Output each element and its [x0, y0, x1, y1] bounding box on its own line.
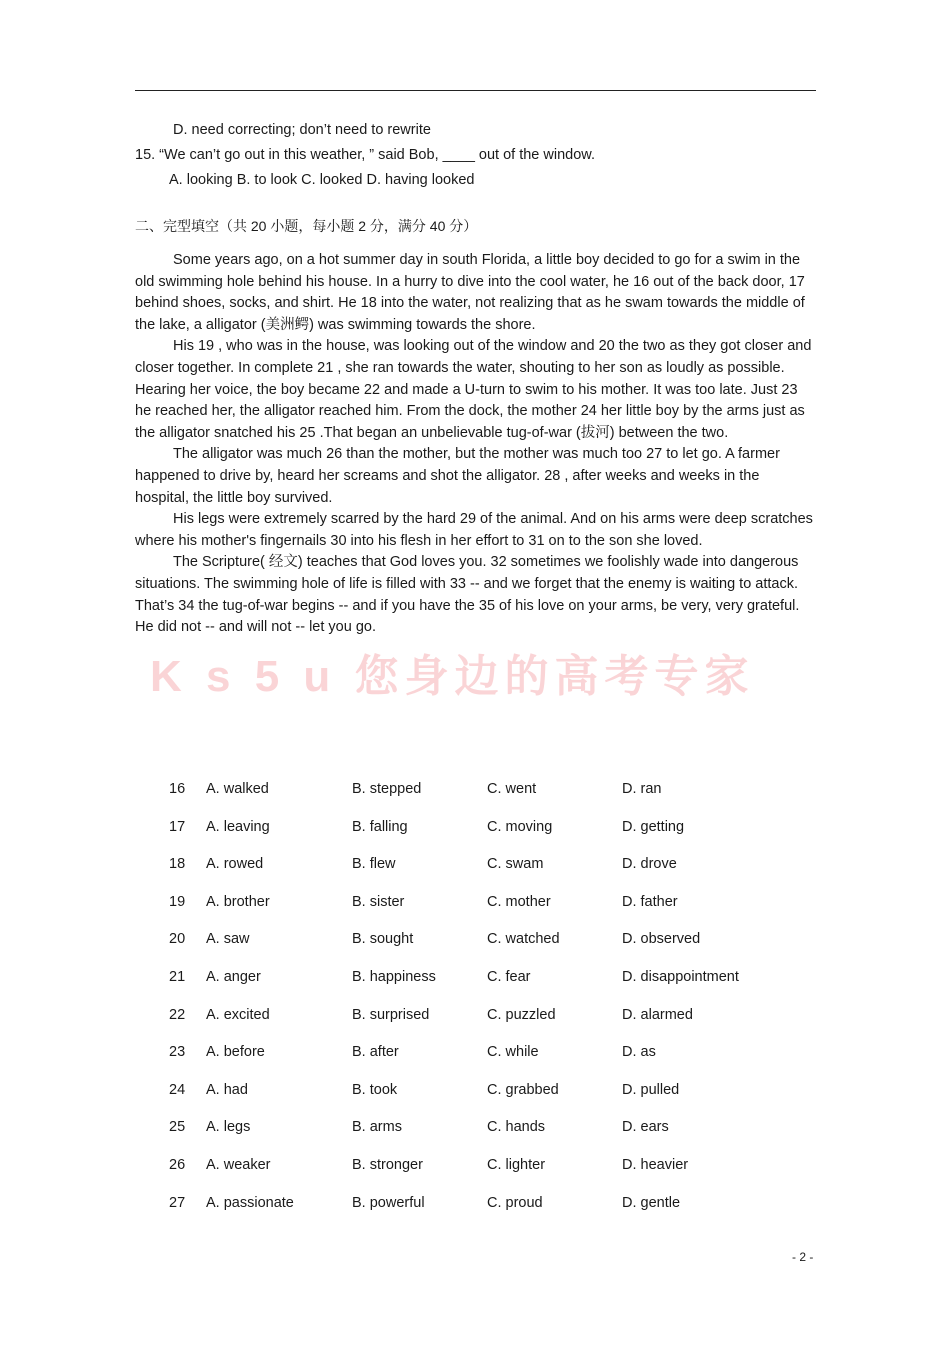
option-d: D. heavier — [622, 1156, 689, 1173]
question-number: 22 — [169, 1006, 186, 1023]
passage-paragraph: The alligator was much 26 than the mother, but the mother was much too 27 to let go. A farmer happened to drive by, heard her screams and shot the alligator. 28 , after weeks and weeks in the hospital, the little boy survived. — [135, 446, 780, 506]
option-d: D. alarmed — [622, 1006, 693, 1023]
question-number: 17 — [169, 818, 186, 835]
option-c: C. watched — [487, 931, 560, 948]
question-number: 18 — [169, 856, 186, 873]
option-d: D. pulled — [622, 1081, 680, 1098]
option-c: C. went — [487, 781, 537, 797]
option-d: D. ears — [622, 1119, 669, 1136]
option-a: A. anger — [206, 968, 261, 985]
option-b: B. stronger — [352, 1156, 423, 1173]
q14-option-d: D. need correcting; don’t need to rewrite — [173, 122, 431, 138]
q15-stem: 15. “We can’t go out in this weather, ” said Bob, ____ out of the window. — [135, 147, 595, 163]
option-c: C. fear — [487, 968, 531, 985]
option-a: A. passionate — [206, 1194, 294, 1211]
option-c: C. grabbed — [487, 1081, 559, 1098]
question-number: 21 — [169, 968, 186, 985]
option-b: B. falling — [352, 818, 408, 835]
q15-options: A. looking B. to look C. looked D. having looked — [169, 172, 475, 188]
option-b: B. happiness — [352, 968, 436, 985]
option-d: D. as — [622, 1044, 656, 1061]
option-c: C. mother — [487, 893, 551, 910]
option-a: A. rowed — [206, 856, 264, 873]
option-a: A. had — [206, 1081, 248, 1098]
option-b: B. sought — [352, 931, 414, 948]
question-number: 23 — [169, 1044, 186, 1061]
option-b: B. surprised — [352, 1006, 430, 1023]
passage-closing-line: He did not -- and will not -- let you go. — [135, 619, 376, 636]
option-c: C. swam — [487, 856, 544, 873]
passage-paragraph: His 19 , who was in the house, was looking out of the window and 20 the two as they got closer and closer together. In complete 21 , she ran towards the water, shouting to her son as loudly as possible. Hearing her voice, the boy became 22 and made a U-turn to swim to his mother. It was too late. Just 23 he reached her, the alligator reached him. From the dock, the mother 24 her little boy by the arms just as the alligator snatched his 25 .That began an unbelievable tug-of-war (拔河) between the two. — [135, 338, 812, 441]
option-d: D. ran — [622, 781, 662, 797]
option-b: B. flew — [352, 856, 396, 873]
option-d: D. disappointment — [622, 968, 739, 985]
option-b: B. took — [352, 1081, 398, 1098]
option-c: C. moving — [487, 818, 553, 835]
option-b: B. arms — [352, 1119, 402, 1136]
option-d: D. gentle — [622, 1194, 681, 1211]
option-a: A. brother — [206, 893, 270, 910]
option-a: A. weaker — [206, 1156, 271, 1173]
cloze-passage — [135, 250, 813, 639]
question-number: 27 — [169, 1194, 186, 1211]
option-d: D. father — [622, 893, 678, 910]
option-c: C. lighter — [487, 1156, 546, 1173]
passage-paragraph: The Scripture( 经文) teaches that God loves you. 32 sometimes we foolishly wade into dangerous situations. The swimming hole of life is filled with 33 -- and we forget that the enemy is waiting to attack. That’s 34 the tug-of-war begins -- and if you have the 35 of his love on your arms, be very, very grateful. — [135, 554, 800, 614]
question-number: 25 — [169, 1119, 186, 1136]
option-b: B. sister — [352, 893, 405, 910]
option-c: C. while — [487, 1044, 539, 1061]
question-number: 20 — [169, 931, 186, 948]
option-b: B. after — [352, 1044, 399, 1061]
question-number: 16 — [169, 781, 186, 797]
option-a: A. excited — [206, 1006, 270, 1023]
watermark: K s 5 u 您身边的高考专家 — [150, 652, 755, 701]
option-a: A. walked — [206, 781, 269, 797]
option-c: C. proud — [487, 1194, 543, 1211]
option-a: A. before — [206, 1044, 265, 1061]
option-b: B. powerful — [352, 1194, 425, 1211]
question-number: 26 — [169, 1156, 186, 1173]
question-number: 19 — [169, 893, 186, 910]
passage-paragraph: Some years ago, on a hot summer day in south Florida, a little boy decided to go for a swim in the old swimming hole behind his house. In a hurry to dive into the cool water, he 16 out of the back door, 17 behind shoes, socks, and shirt. He 18 into the water, not realizing that as he swam towards the middle of the lake, a alligator (美洲鳄) was swimming towards the shore. — [135, 252, 805, 333]
page-number: - 2 - — [792, 1250, 814, 1264]
header-rule — [135, 90, 816, 91]
option-d: D. observed — [622, 931, 701, 948]
passage-paragraph: His legs were extremely scarred by the hard 29 of the animal. And on his arms were deep scratches where his mother's fingernails 30 into his flesh in her effort to 31 on to the son she loved. — [135, 511, 813, 549]
question-number: 24 — [169, 1081, 186, 1098]
section-heading: 二、完型填空（共 20 小题，每小题 2 分，满分 40 分） — [135, 218, 478, 234]
option-a: A. saw — [206, 931, 250, 948]
option-a: A. legs — [206, 1119, 251, 1136]
option-c: C. puzzled — [487, 1006, 556, 1023]
option-c: C. hands — [487, 1119, 546, 1136]
option-d: D. getting — [622, 818, 685, 835]
option-b: B. stepped — [352, 781, 422, 797]
option-a: A. leaving — [206, 818, 270, 835]
option-d: D. drove — [622, 856, 677, 873]
